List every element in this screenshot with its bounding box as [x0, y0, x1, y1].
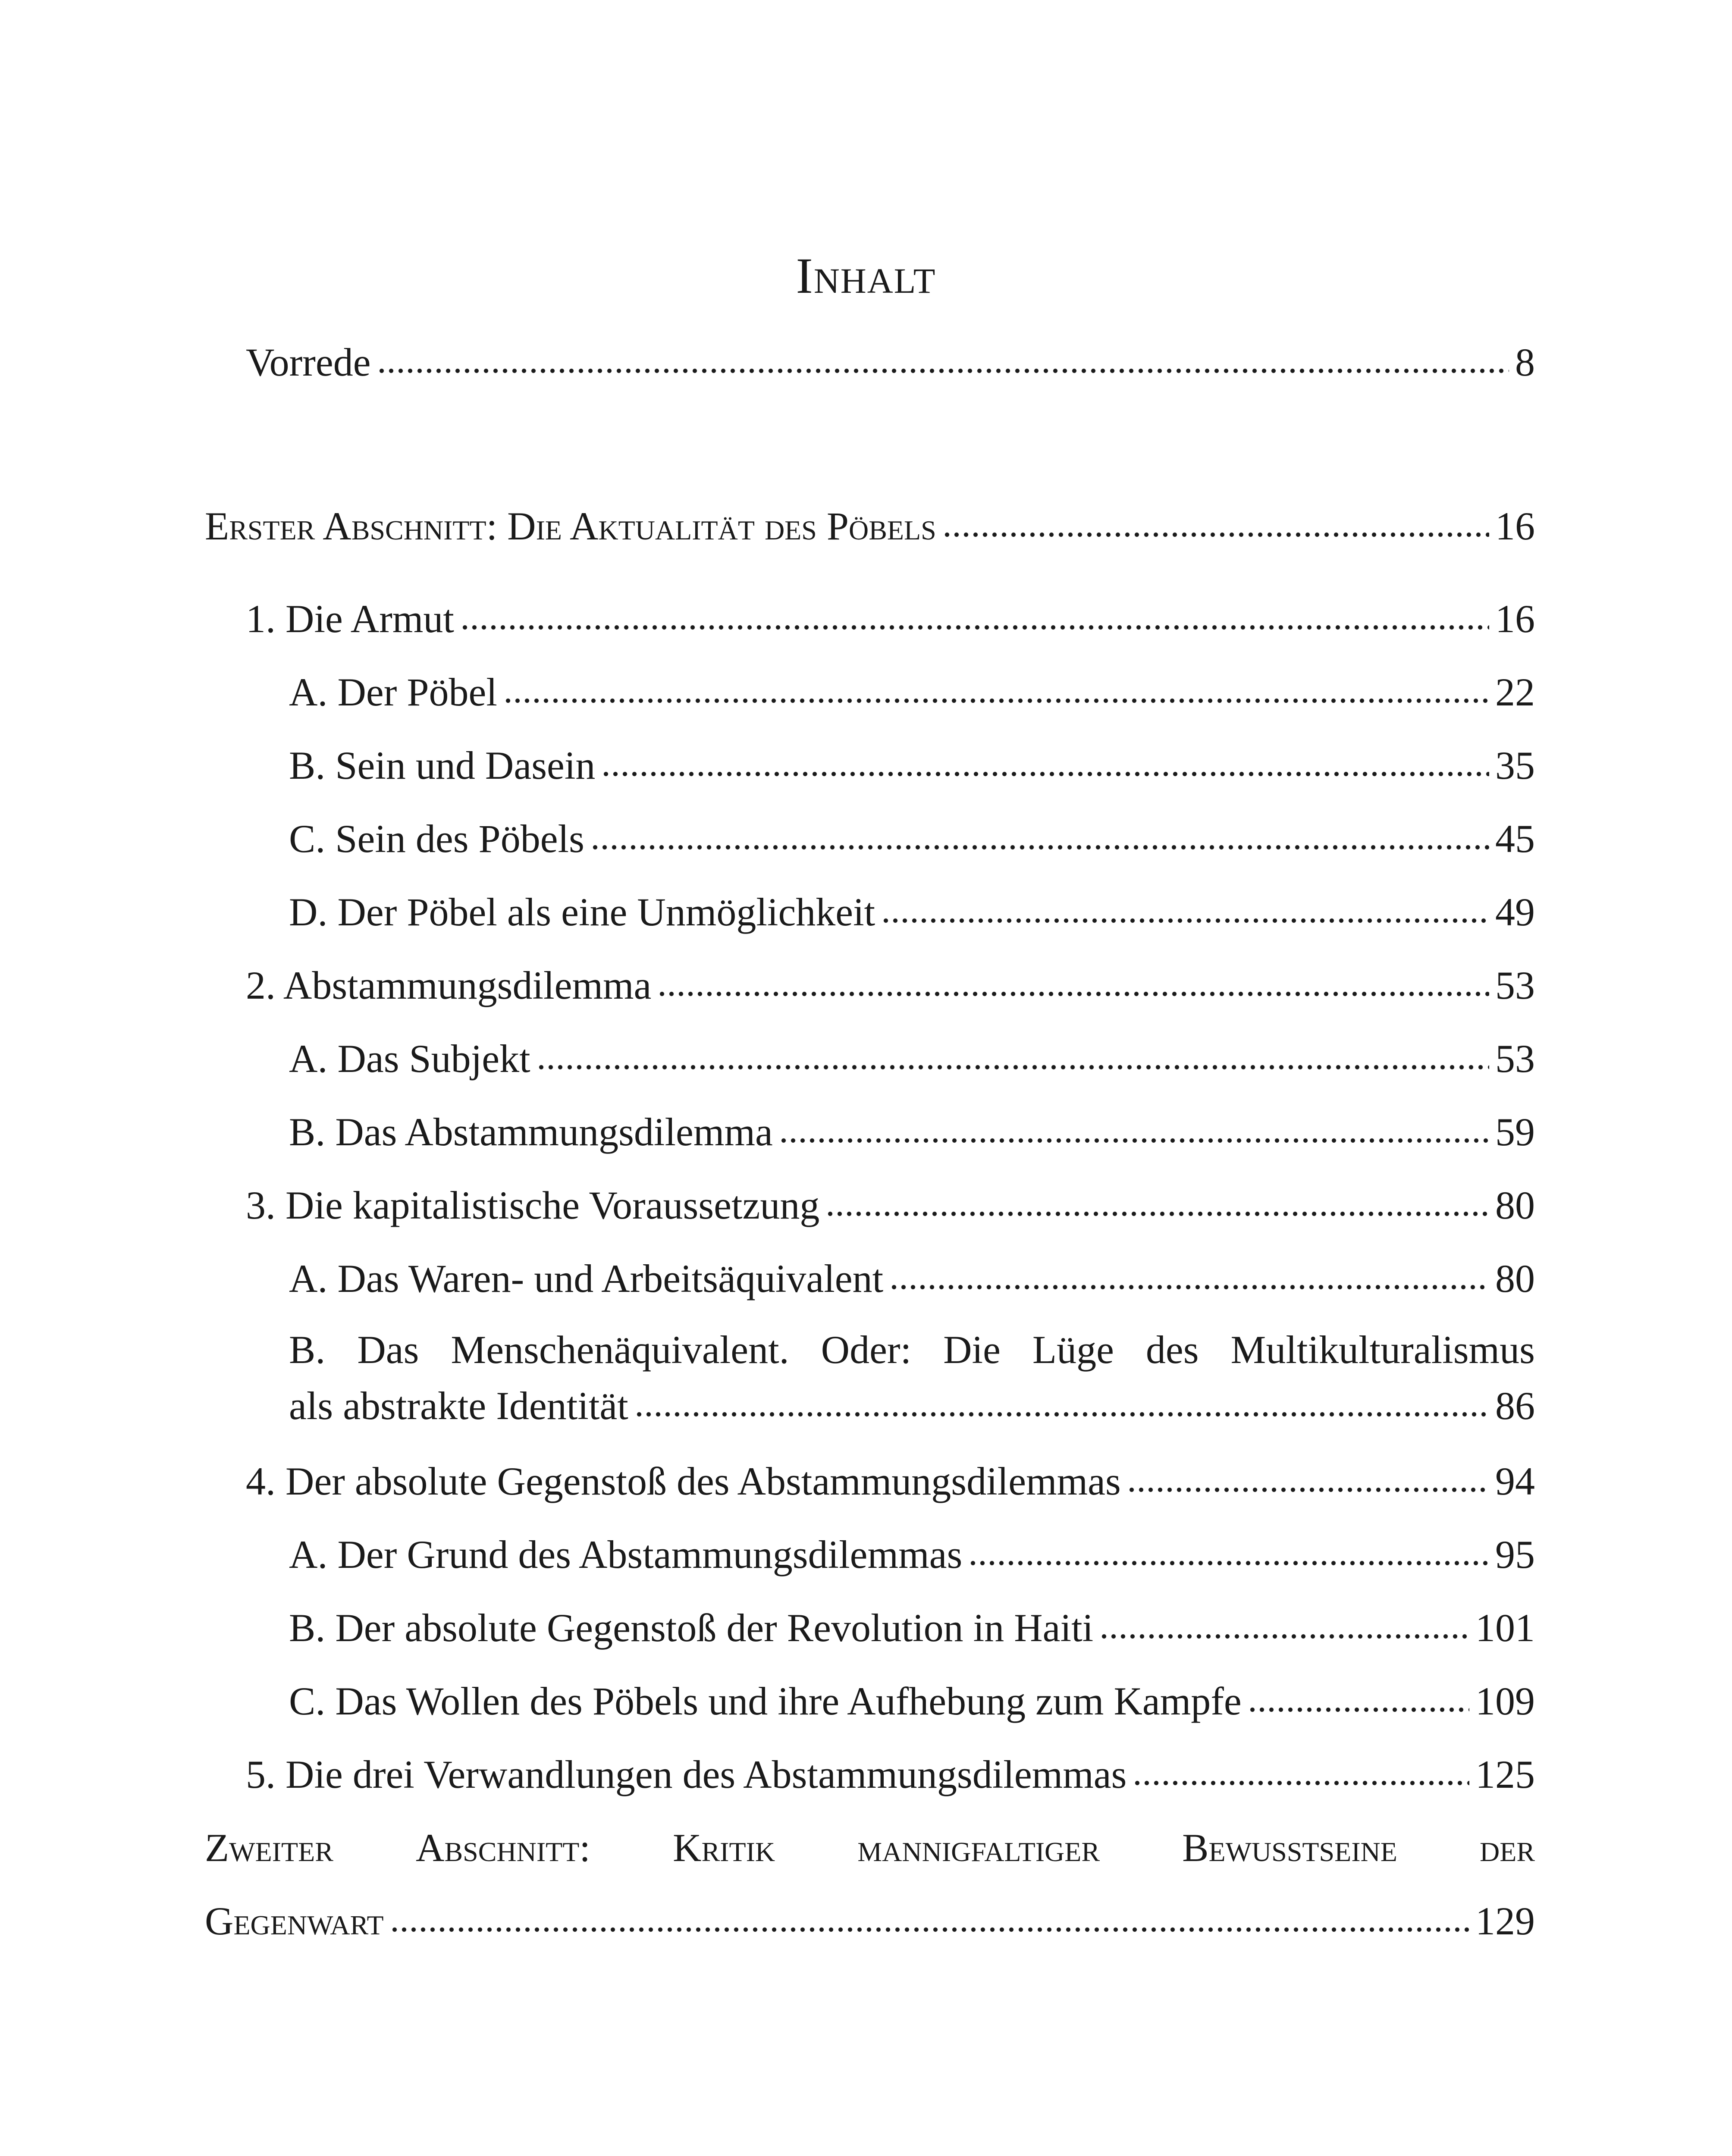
toc-word: Das — [357, 1328, 419, 1372]
toc-entry-part-1[interactable] — [205, 500, 1535, 552]
dot-leader — [889, 1275, 1489, 1292]
toc-entry-part-2-line1[interactable] — [205, 1822, 1535, 1874]
dot-leader — [1127, 1477, 1489, 1495]
toc-entry-label: A. Der Grund des Abstammungsdilemmas — [289, 1532, 963, 1576]
dot-leader — [779, 1128, 1489, 1145]
toc-page-number: 53 — [1495, 963, 1535, 1007]
toc-entry-section-1c[interactable] — [289, 813, 1535, 865]
dot-leader — [1248, 1697, 1469, 1714]
toc-entry-label: Erster Abschnitt: Die Aktualität des Pöbels — [205, 504, 936, 548]
toc-entry-section-3a[interactable] — [289, 1253, 1535, 1304]
dot-leader — [377, 358, 1509, 376]
toc-entry-vorrede[interactable] — [246, 336, 1535, 388]
toc-entry-label: 2. Abstammungsdilemma — [246, 963, 652, 1007]
dot-leader — [537, 1055, 1489, 1072]
toc-entry-section-2[interactable] — [246, 959, 1535, 1011]
toc-page-number: 49 — [1495, 890, 1535, 934]
toc-page-number: 59 — [1495, 1110, 1535, 1154]
dot-leader — [657, 981, 1489, 999]
toc-page-number: 80 — [1495, 1257, 1535, 1300]
toc-word: der — [1479, 1826, 1535, 1870]
toc-word: mannigfaltiger — [857, 1826, 1100, 1870]
dot-leader — [590, 835, 1489, 852]
dot-leader — [942, 522, 1489, 539]
toc-entry-label: B. Der absolute Gegenstoß der Revolution in Haiti — [289, 1606, 1094, 1650]
toc-page-number: 35 — [1495, 743, 1535, 787]
toc-page-number: 80 — [1495, 1183, 1535, 1227]
toc-page-number: 129 — [1475, 1899, 1535, 1943]
toc-entry-section-3b-line1[interactable] — [289, 1324, 1535, 1376]
toc-entry-label: 5. Die drei Verwandlungen des Abstammungsdilemmas — [246, 1752, 1127, 1796]
toc-word: Die — [943, 1328, 1001, 1372]
toc-page-number: 16 — [1495, 504, 1535, 548]
toc-entry-section-5[interactable] — [246, 1749, 1535, 1800]
toc-entry-section-1b[interactable] — [289, 740, 1535, 791]
toc-word: B. — [289, 1328, 326, 1372]
toc-entry-section-4a[interactable] — [289, 1529, 1535, 1580]
dot-leader — [881, 908, 1489, 925]
toc-page-number: 109 — [1475, 1679, 1535, 1723]
toc-entry-label: 3. Die kapitalistische Voraussetzung — [246, 1183, 820, 1227]
toc-entry-label: Vorrede — [246, 340, 371, 384]
toc-word: Bewusstseine — [1182, 1826, 1397, 1870]
toc-word: Lüge — [1032, 1328, 1114, 1372]
toc-entry-section-2a[interactable] — [289, 1033, 1535, 1084]
toc-entry-section-3[interactable] — [246, 1179, 1535, 1231]
toc-entry-section-2b[interactable] — [289, 1106, 1535, 1158]
toc-word: Multikulturalismus — [1230, 1328, 1535, 1372]
toc-page-number: 94 — [1495, 1459, 1535, 1503]
dot-leader — [460, 615, 1489, 632]
dot-leader — [968, 1551, 1489, 1568]
toc-entry-label: B. Sein und Dasein — [289, 743, 596, 787]
dot-leader — [1133, 1771, 1469, 1788]
toc-entry-label: A. Das Waren- und Arbeitsäquivalent — [289, 1257, 884, 1300]
toc-entry-label: 1. Die Armut — [246, 597, 454, 641]
toc-word: Zweiter — [205, 1826, 333, 1870]
toc-page-number: 22 — [1495, 670, 1535, 714]
toc-entry-section-1a[interactable] — [289, 666, 1535, 718]
toc-entry-part-2-line2[interactable] — [205, 1895, 1535, 1947]
toc-page-number: 95 — [1495, 1532, 1535, 1576]
dot-leader — [503, 688, 1489, 705]
toc-entry-label: D. Der Pöbel als eine Unmöglichkeit — [289, 890, 875, 934]
dot-leader — [1099, 1624, 1469, 1641]
toc-entry-label: C. Sein des Pöbels — [289, 817, 584, 861]
page-title: Inhalt — [796, 248, 936, 304]
toc-entry-section-1[interactable] — [246, 593, 1535, 645]
dot-leader — [634, 1402, 1489, 1419]
toc-word: Abschnitt: — [416, 1826, 590, 1870]
toc-page-number: 16 — [1495, 597, 1535, 641]
toc-entry-label: 4. Der absolute Gegenstoß des Abstammungsdilemmas — [246, 1459, 1121, 1503]
toc-entry-label: A. Das Subjekt — [289, 1037, 530, 1081]
toc-entry-label: A. Der Pöbel — [289, 670, 497, 714]
dot-leader — [390, 1917, 1469, 1934]
toc-page-number: 86 — [1495, 1384, 1535, 1428]
toc-entry-section-4c[interactable] — [289, 1675, 1535, 1727]
toc-page-number: 45 — [1495, 817, 1535, 861]
toc-word: Kritik — [673, 1826, 775, 1870]
dot-leader — [825, 1201, 1489, 1219]
toc-word: Oder: — [821, 1328, 912, 1372]
toc-page-number: 8 — [1515, 340, 1535, 384]
toc-page-number: 53 — [1495, 1037, 1535, 1081]
toc-word: Menschenäquivalent. — [451, 1328, 789, 1372]
toc-page-number: 125 — [1475, 1752, 1535, 1796]
dot-leader — [601, 761, 1489, 779]
toc-entry-label: B. Das Abstammungsdilemma — [289, 1110, 773, 1154]
toc-entry-label: als abstrakte Identität — [289, 1384, 628, 1428]
toc-entry-section-3b-line2[interactable] — [289, 1380, 1535, 1432]
toc-entry-section-4b[interactable] — [289, 1602, 1535, 1654]
toc-page-number: 101 — [1475, 1606, 1535, 1650]
toc-entry-section-1d[interactable] — [289, 886, 1535, 938]
toc-entry-label: Gegenwart — [205, 1899, 384, 1943]
toc-word: des — [1145, 1328, 1199, 1372]
toc-entry-section-4[interactable] — [246, 1455, 1535, 1507]
toc-entry-label: C. Das Wollen des Pöbels und ihre Aufhebung zum Kampfe — [289, 1679, 1242, 1723]
